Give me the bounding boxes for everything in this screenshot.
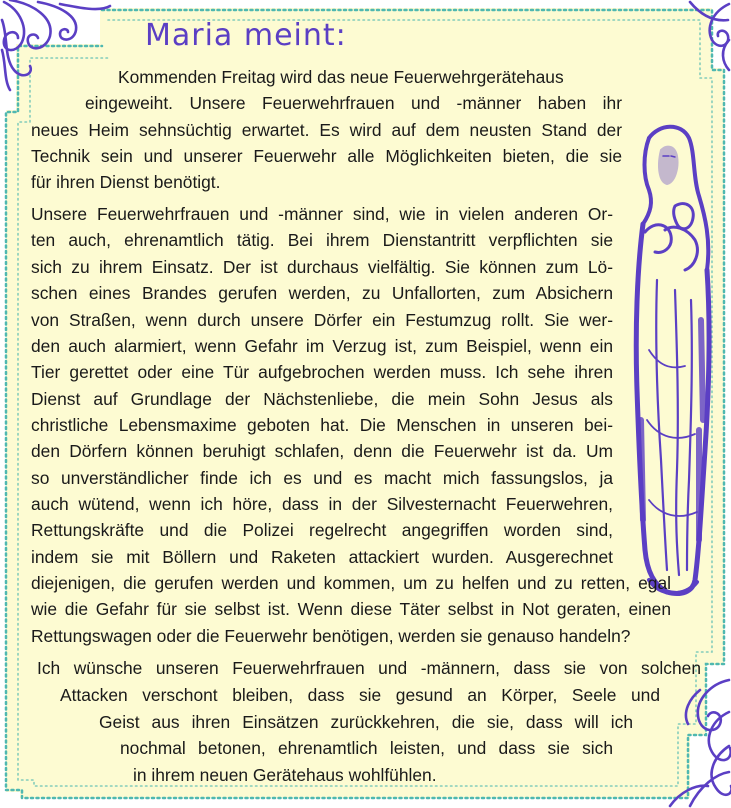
- p3-line-5: in ihrem neuen Gerätehaus wohlfühlen.: [133, 765, 437, 785]
- p1-line-4: Technik sein und unserer Feuerwehr alle Möglichkeiten bieten, die sie: [31, 146, 622, 166]
- p3-line-1: Ich wünsche unseren Feuerwehrfrauen und -männern, dass sie von solchen: [37, 658, 701, 678]
- p1-line-3: neues Heim sehnsüchtig erwartet. Es wird auf dem neusten Stand der: [31, 120, 622, 140]
- p2-line-3: sich zu ihrem Einsatz. Der ist durchaus vielfältig. Sie können zum Lö-: [31, 257, 613, 277]
- p2-line-15: diejenigen, die gerufen werden und kommen, um zu helfen und zu retten, egal: [31, 573, 671, 593]
- page-title: Maria meint:: [145, 18, 347, 53]
- p2-line-14: indem sie mit Böllern und Raketen attackiert wurden. Ausgerechnet: [31, 547, 613, 567]
- p2-line-12: auch wütend, wenn ich höre, dass in der Silvesternacht Feuerwehren,: [31, 494, 613, 514]
- p1-line-2: eingeweiht. Unsere Feuerwehrfrauen und -männer haben ihr: [85, 93, 622, 113]
- p2-line-13: Rettungskräfte und die Polizei regelrecht angegriffen worden sind,: [31, 520, 613, 540]
- p2-line-6: den auch alarmiert, wenn Gefahr im Verzug ist, zum Beispiel, wenn ein: [31, 336, 613, 356]
- p2-line-2: ten auch, ehrenamtlich tätig. Bei ihrem Dienstantritt verpflichten sie: [31, 230, 613, 250]
- p2-line-4: schen eines Brandes gerufen werden, zu Unfallorten, zum Absichern: [31, 283, 613, 303]
- p2-line-11: so unverständlicher finde ich es und es macht mich fassungslos, ja: [31, 468, 613, 488]
- p2-line-10: den Dörfern können beruhigt schlafen, denn die Feuerwehr ist da. Um: [31, 441, 613, 461]
- p3-line-4: nochmal betonen, ehrenamtlich leisten, und dass sie sich: [120, 738, 613, 758]
- p2-line-8: Dienst auf Grundlage der Nächstenliebe, die mein Sohn Jesus als: [31, 389, 613, 409]
- p2-line-16: wie die Gefahr für sie selbst ist. Wenn diese Täter selbst in Not geraten, einen: [31, 599, 671, 619]
- p2-line-17: Rettungswagen oder die Feuerwehr benötigen, werden sie genauso handeln?: [31, 626, 631, 646]
- p1-line-5: für ihren Dienst benötigt.: [31, 172, 221, 192]
- p3-line-2: Attacken verschont bleiben, dass sie gesund an Körper, Seele und: [60, 685, 660, 705]
- p2-line-9: christliche Lebensmaxime geboten hat. Die Menschen in unseren bei-: [31, 415, 613, 435]
- p2-line-7: Tier gerettet oder eine Tür aufgebrochen werden muss. Ich sehe ihren: [31, 362, 613, 382]
- madonna-statue-illustration: [615, 120, 720, 600]
- p2-line-1: Unsere Feuerwehrfrauen und -männer sind, wie in vielen anderen Or-: [31, 204, 613, 224]
- p2-line-5: von Straßen, wenn durch unsere Dörfer ein Festumzug rollt. Sie wer-: [31, 310, 613, 330]
- p1-line-1: Kommenden Freitag wird das neue Feuerwehrgerätehaus: [118, 67, 564, 87]
- p3-line-3: Geist aus ihren Einsätzen zurückkehren, die sie, dass will ich: [99, 712, 633, 732]
